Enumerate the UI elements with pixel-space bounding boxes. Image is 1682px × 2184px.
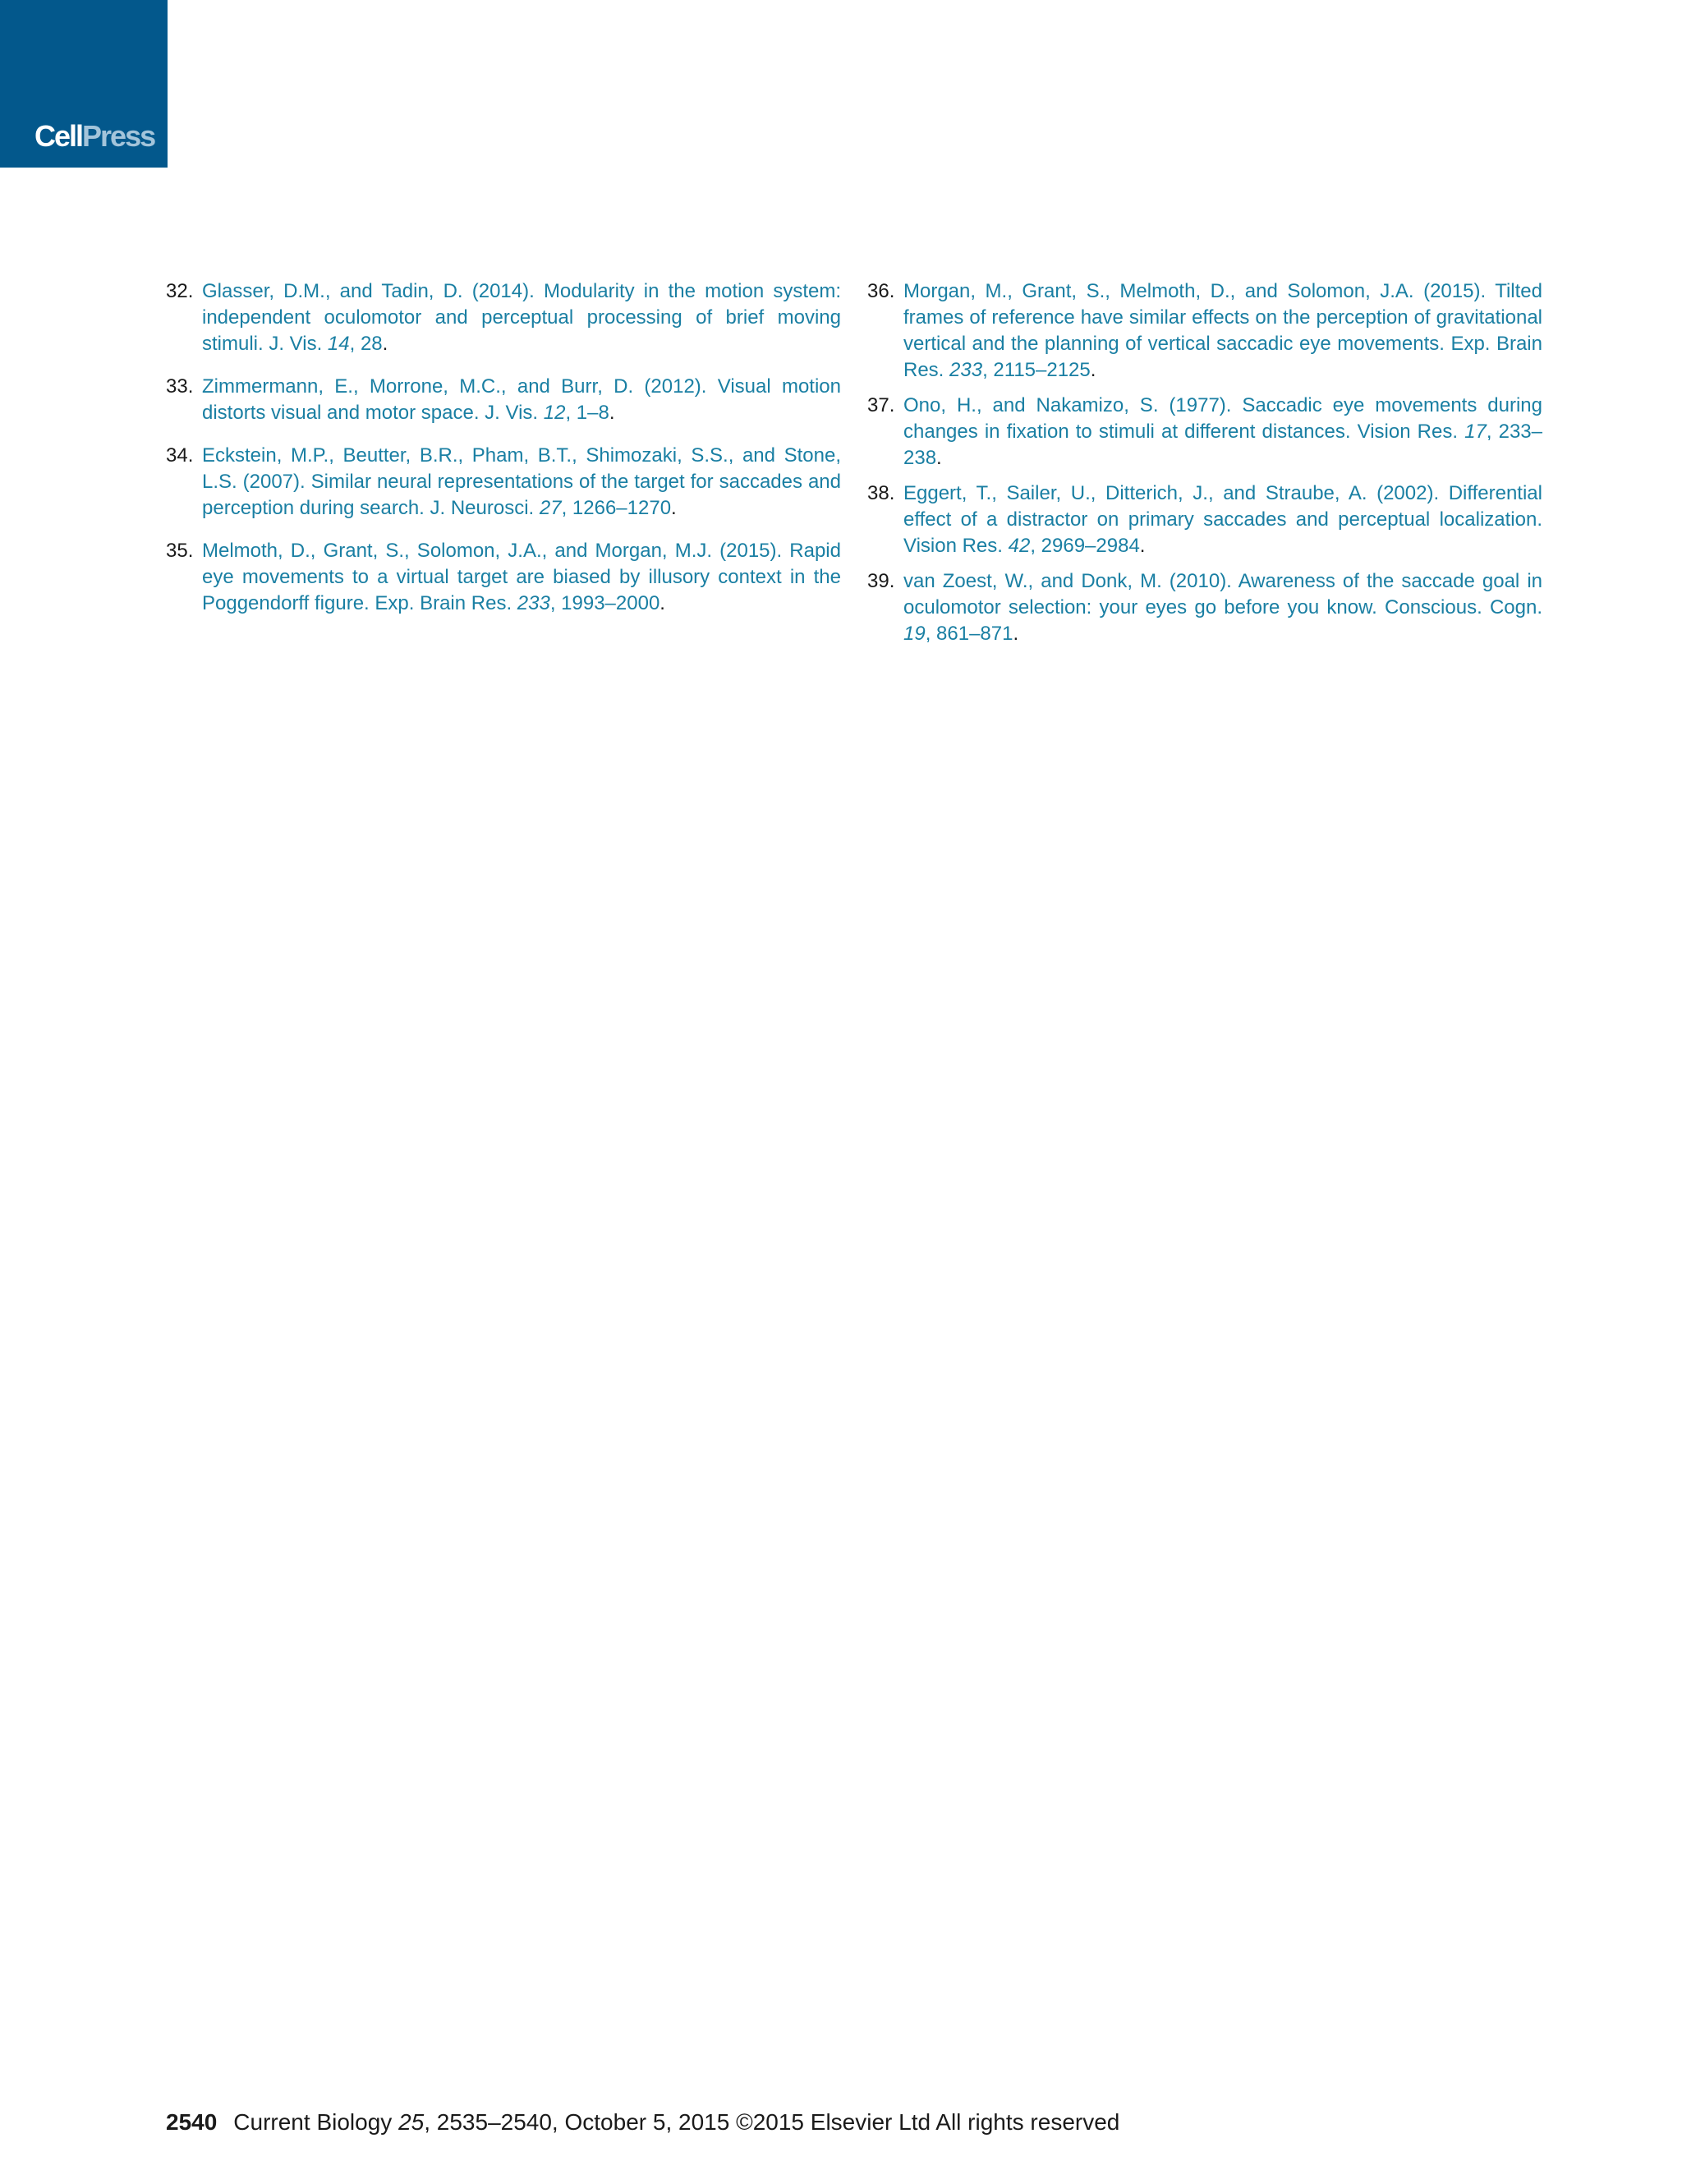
reference-volume: 14 (327, 333, 350, 355)
references-left-column (166, 278, 841, 633)
reference-text: Eckstein, M.P., Beutter, B.R., Pham, B.T., Shimozaki, S.S., and Stone, L.S. (2007). Similar neural representations of the target for saccades and perception during search. J. Neurosci. (202, 444, 841, 519)
reference-item (166, 374, 841, 426)
reference-pages: , 28 (349, 333, 383, 355)
reference-link[interactable] (903, 570, 1542, 645)
footer-citation: , 2535–2540, October 5, 2015 ©2015 Elsevier Ltd All rights reserved (424, 2109, 1120, 2135)
reference-volume: 12 (543, 402, 566, 424)
reference-number: 36. (867, 280, 895, 302)
footer-volume: 25 (398, 2109, 425, 2135)
logo-press-text: Press (82, 119, 155, 153)
reference-volume: 19 (903, 623, 926, 645)
reference-period: . (936, 447, 942, 469)
reference-pages: , 233–238 (903, 421, 1542, 469)
reference-volume: 27 (539, 497, 562, 519)
reference-pages: , 1266–1270 (561, 497, 672, 519)
reference-period: . (1090, 359, 1096, 381)
cellpress-logo-block (0, 0, 168, 168)
reference-item (166, 538, 841, 617)
reference-link[interactable] (202, 540, 841, 614)
reference-link[interactable] (202, 375, 841, 424)
reference-volume: 233 (949, 359, 983, 381)
reference-volume: 233 (517, 592, 550, 614)
reference-number: 33. (166, 375, 194, 398)
reference-period: . (609, 402, 615, 424)
reference-text: Glasser, D.M., and Tadin, D. (2014). Modularity in the motion system: independent oculomotor and perceptual processing of brief moving stimuli. J. Vis. (202, 280, 841, 355)
reference-pages: , 861–871 (925, 623, 1013, 645)
reference-number: 32. (166, 280, 194, 302)
reference-period: . (1139, 535, 1146, 557)
reference-text: Melmoth, D., Grant, S., Solomon, J.A., and Morgan, M.J. (2015). Rapid eye movements to a virtual target are biased by illusory context in the Poggendorff figure. Exp. Brain Res. (202, 540, 841, 614)
page-number: 2540 (166, 2109, 218, 2135)
reference-text: Ono, H., and Nakamizo, S. (1977). Saccadic eye movements during changes in fixation to stimuli at different distances. Vision Res. (903, 394, 1542, 443)
references-right-column (867, 278, 1542, 656)
cellpress-logo[interactable] (34, 119, 155, 153)
reference-number: 35. (166, 540, 194, 562)
reference-item (166, 443, 841, 522)
reference-volume: 42 (1008, 535, 1031, 557)
reference-item (867, 393, 1542, 471)
reference-number: 34. (166, 444, 194, 467)
reference-item (166, 278, 841, 357)
reference-link[interactable] (903, 482, 1542, 557)
reference-link[interactable] (903, 280, 1542, 381)
logo-cell-text: Cell (34, 119, 83, 153)
reference-number: 39. (867, 570, 895, 592)
reference-item (867, 480, 1542, 559)
reference-text: Eggert, T., Sailer, U., Ditterich, J., and Straube, A. (2002). Differential effect of a distractor on primary saccades and perceptual localization. Vision Res. (903, 482, 1542, 557)
reference-text: Morgan, M., Grant, S., Melmoth, D., and Solomon, J.A. (2015). Tilted frames of reference have similar effects on the perception of gravitational vertical and the planning of vertical saccadic eye movements. Exp. Brain Res. (903, 280, 1542, 381)
reference-period: . (1013, 623, 1019, 645)
reference-number: 37. (867, 394, 895, 416)
reference-link[interactable] (202, 444, 841, 519)
reference-volume: 17 (1464, 421, 1487, 443)
reference-text: van Zoest, W., and Donk, M. (2010). Awareness of the saccade goal in oculomotor selection: your eyes go before you know. Conscious. Cogn. (903, 570, 1542, 618)
reference-item (867, 278, 1542, 384)
reference-pages: , 1993–2000 (549, 592, 660, 614)
footer-journal: Current Biology (233, 2109, 399, 2135)
reference-period: . (671, 497, 677, 519)
reference-link[interactable] (202, 280, 841, 355)
reference-pages: , 1–8 (565, 402, 609, 424)
reference-item (867, 568, 1542, 647)
page-footer (166, 2109, 1119, 2136)
reference-period: . (659, 592, 665, 614)
reference-text: Zimmermann, E., Morrone, M.C., and Burr, D. (2012). Visual motion distorts visual and motor space. J. Vis. (202, 375, 841, 424)
reference-link[interactable] (903, 394, 1542, 469)
reference-pages: , 2969–2984 (1030, 535, 1140, 557)
reference-pages: , 2115–2125 (982, 359, 1091, 381)
reference-number: 38. (867, 482, 895, 504)
reference-period: . (382, 333, 388, 355)
